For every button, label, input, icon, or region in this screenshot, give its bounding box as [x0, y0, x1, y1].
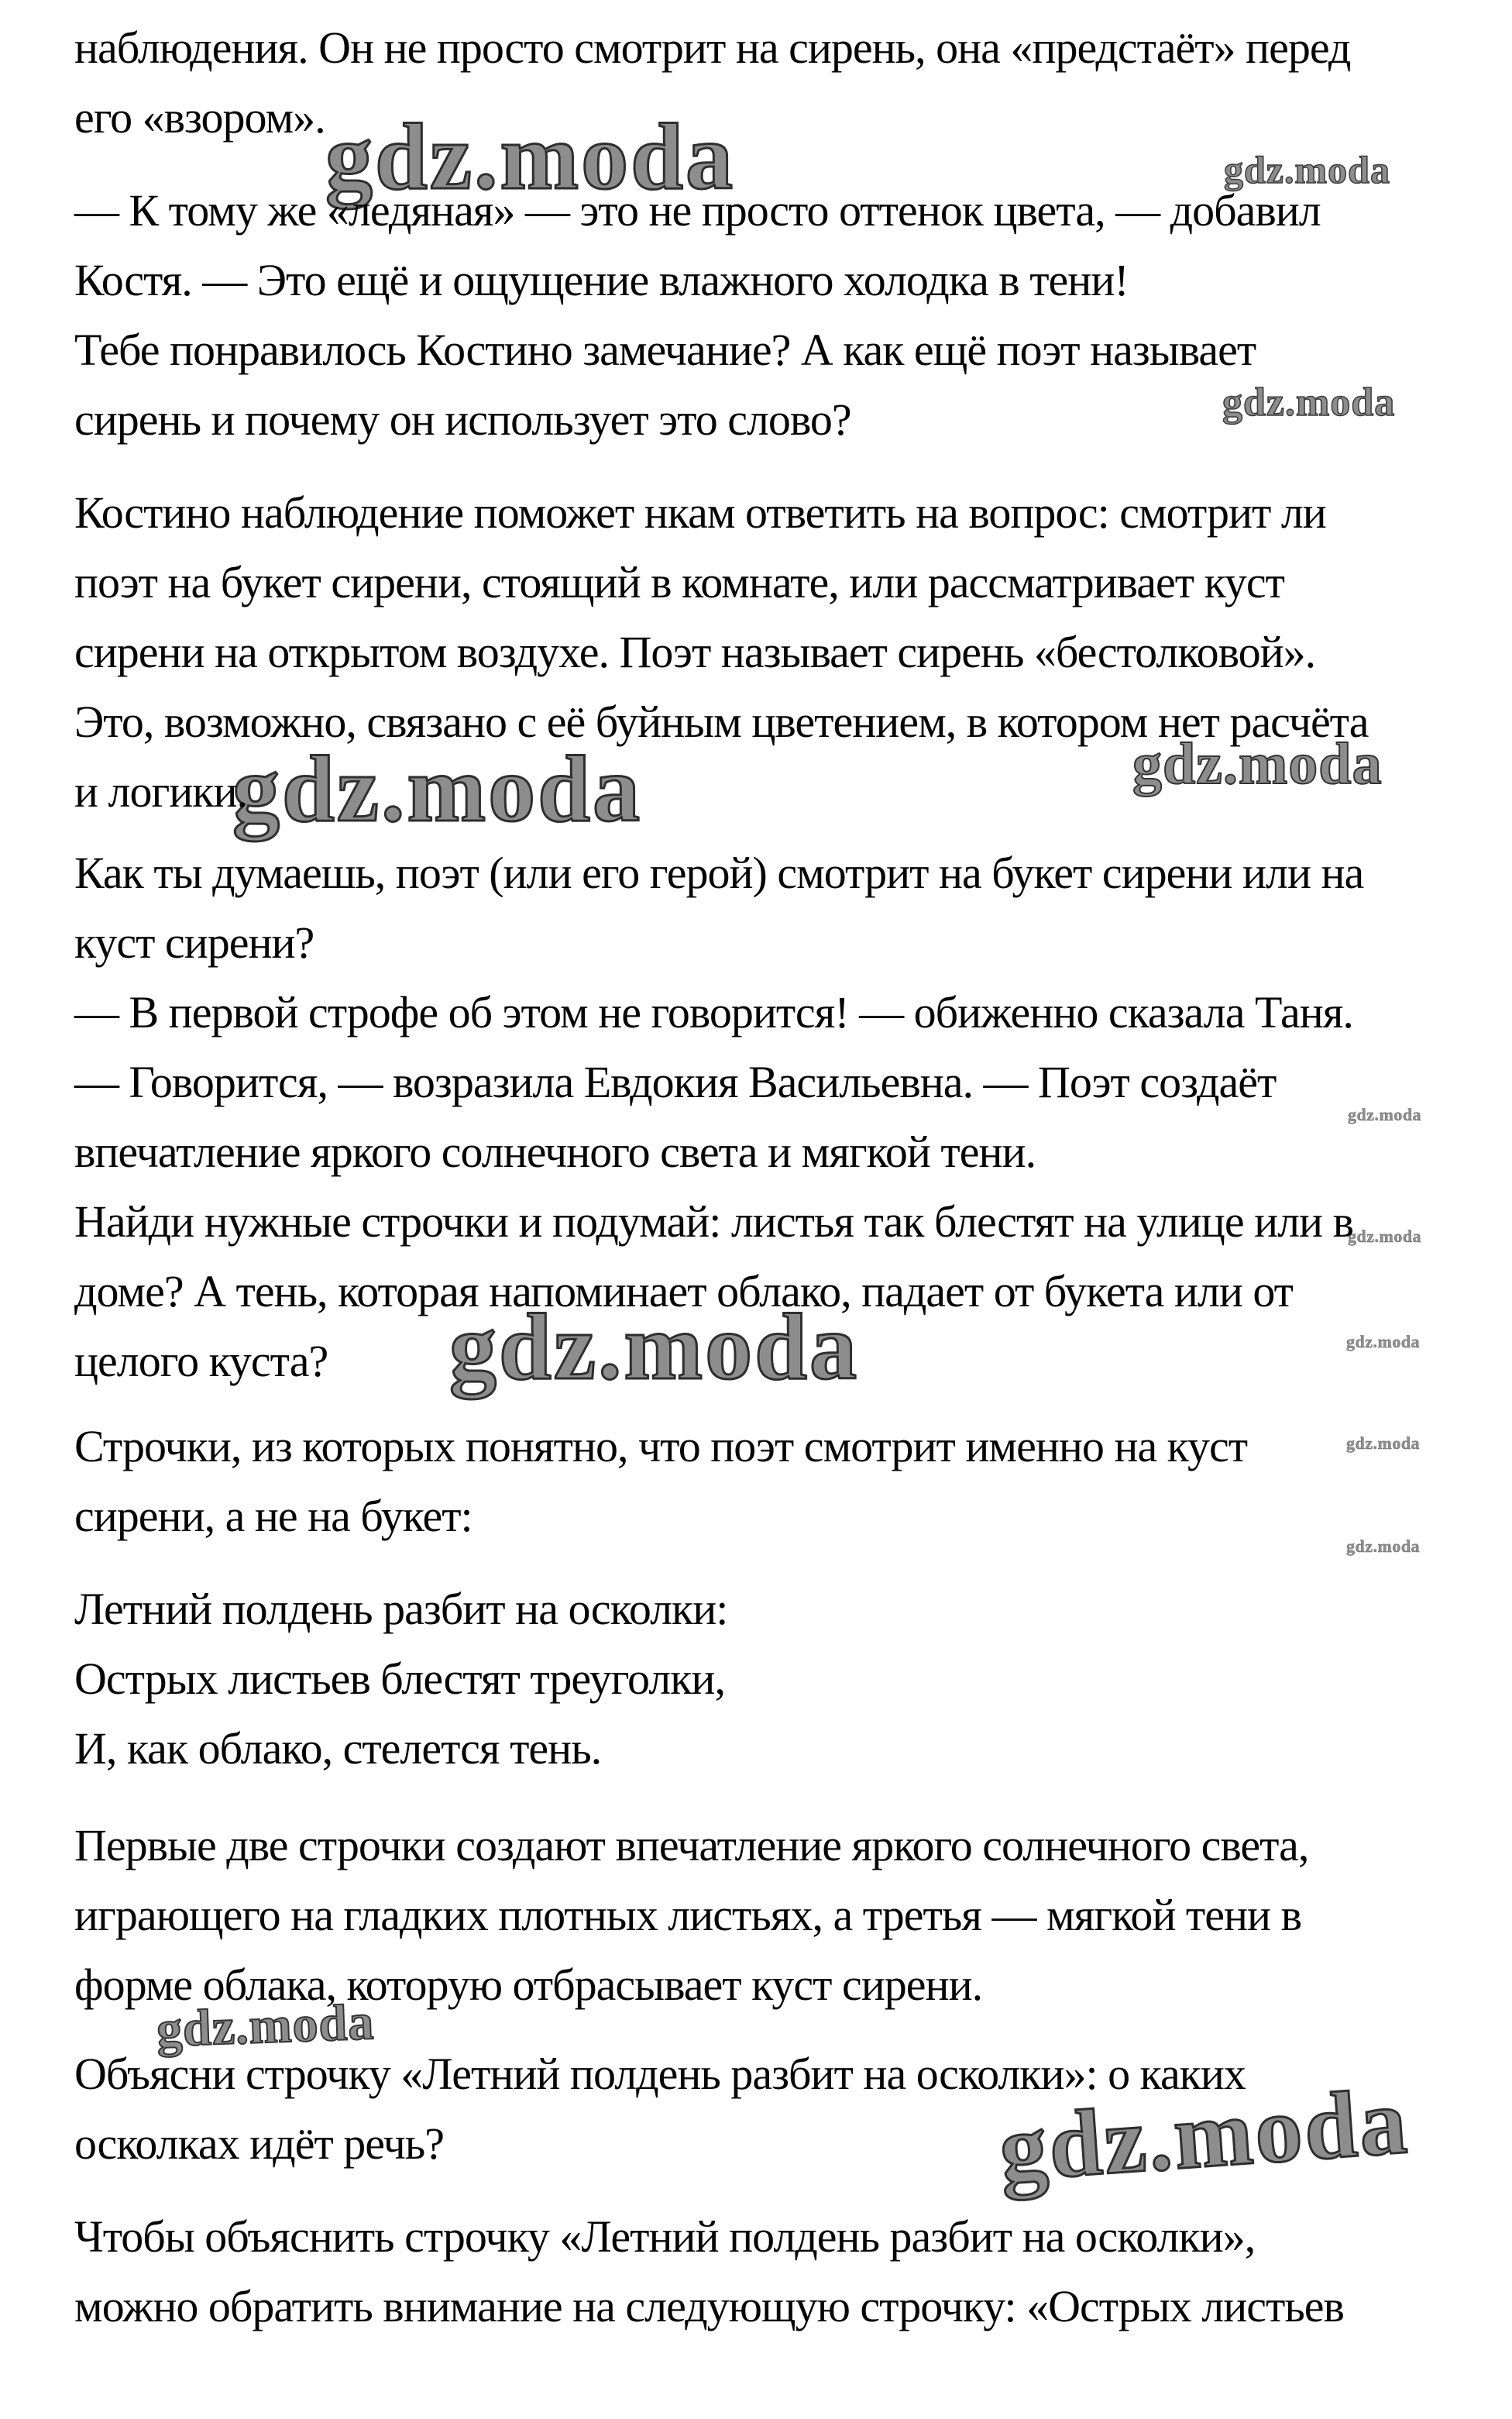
text-line: Костино наблюдение поможет нкам ответить на вопрос: смотрит ли [74, 487, 1326, 538]
paragraph [74, 2039, 1469, 2179]
text-line: сирень и почему он использует это слово? [74, 394, 851, 445]
watermark-gdz-moda: gdz.moda [995, 2068, 1413, 2202]
watermark-gdz-moda: gdz.moda [232, 737, 642, 841]
watermark-gdz-moda: gdz.moda [325, 105, 735, 209]
text-line: Тебе понравилось Костино замечание? А как ещё поэт называет [74, 325, 1256, 375]
text-line: Найди нужные строчки и подумай: листья так блестят на улице или в [74, 1196, 1353, 1247]
text-line: Чтобы объяснить строчку «Летний полдень разбит на осколки», [74, 2211, 1256, 2262]
watermark-gdz-moda: gdz.moda [1346, 1536, 1421, 1556]
text-line: можно обратить внимание на следующую строчку: «Острых листьев [74, 2281, 1344, 2331]
verse-line: И, как облако, стелется тень. [74, 1723, 602, 1774]
watermark-gdz-moda: gdz.moda [1348, 1227, 1422, 1246]
text-column [74, 13, 1469, 2342]
text-line: Как ты думаешь, поэт (или его герой) смотрит на букет сирени или на [74, 848, 1364, 898]
text-line: играющего на гладких плотных листьях, а третья — мягкой тени в [74, 1890, 1301, 1940]
paragraph [74, 838, 1469, 1399]
text-line: Строчки, из которых понятно, что поэт смотрит именно на куст [74, 1421, 1248, 1471]
text-line: форме облака, которую отбрасывает куст сирени. [74, 1960, 983, 2010]
text-line: наблюдения. Он не просто смотрит на сирень, она «предстаёт» перед [74, 22, 1351, 73]
paragraph [74, 478, 1469, 827]
text-line: Объясни строчку «Летний полдень разбит на осколки»: о каких [74, 2049, 1246, 2099]
text-line: — К тому же «ледяная» — это не просто оттенок цвета, — добавил [74, 185, 1321, 236]
text-line: доме? А тень, которая напоминает облако, падает от букета или от [74, 1266, 1293, 1316]
paragraph [74, 2202, 1469, 2342]
text-line: поэт на букет сирени, стоящий в комнате, или рассматривает куст [74, 557, 1285, 607]
text-line: — Говорится, — возразила Евдокия Васильевна. — Поэт создаёт [74, 1057, 1277, 1107]
text-line: впечатление яркого солнечного света и мягкой тени. [74, 1127, 1036, 1177]
text-line: сирени на открытом воздухе. Поэт называет сирень «бестолковой». [74, 627, 1316, 677]
text-line: и логики. [74, 766, 248, 817]
paragraph [74, 1811, 1469, 2020]
text-line: — В первой строфе об этом не говорится! — обиженно сказала Таня. [74, 987, 1353, 1037]
watermark-gdz-moda: gdz.moda [1346, 1433, 1421, 1453]
paragraph-verse [74, 1574, 1469, 1784]
paragraph [74, 1412, 1469, 1551]
text-line: Костя. — Это ещё и ощущение влажного холодка в тени! [74, 255, 1129, 305]
paragraph [74, 13, 1469, 153]
watermark-gdz-moda: gdz.moda [449, 1295, 859, 1399]
watermark-gdz-moda: gdz.moda [1222, 380, 1396, 425]
verse-line: Летний полдень разбит на осколки: [74, 1584, 728, 1634]
watermark-gdz-moda: gdz.moda [1346, 1332, 1421, 1351]
text-line: Первые две строчки создают впечатление яркого солнечного света, [74, 1820, 1309, 1870]
paragraph [74, 176, 1469, 455]
verse-line: Острых листьев блестят треуголки, [74, 1653, 725, 1704]
text-line: осколках идёт речь? [74, 2118, 444, 2169]
watermark-gdz-moda: gdz.moda [1224, 148, 1390, 191]
text-line: целого куста? [74, 1336, 328, 1386]
watermark-gdz-moda: gdz.moda [1348, 1105, 1422, 1124]
text-line: его «взором». [74, 92, 325, 143]
text-line: сирени, а не на букет: [74, 1491, 472, 1541]
text-line: куст сирени? [74, 917, 314, 968]
text-line: Это, возможно, связано с её буйным цветением, в котором нет расчёта [74, 697, 1369, 747]
watermark-gdz-moda: gdz.moda [155, 1994, 376, 2058]
watermark-gdz-moda: gdz.moda [1132, 731, 1383, 797]
